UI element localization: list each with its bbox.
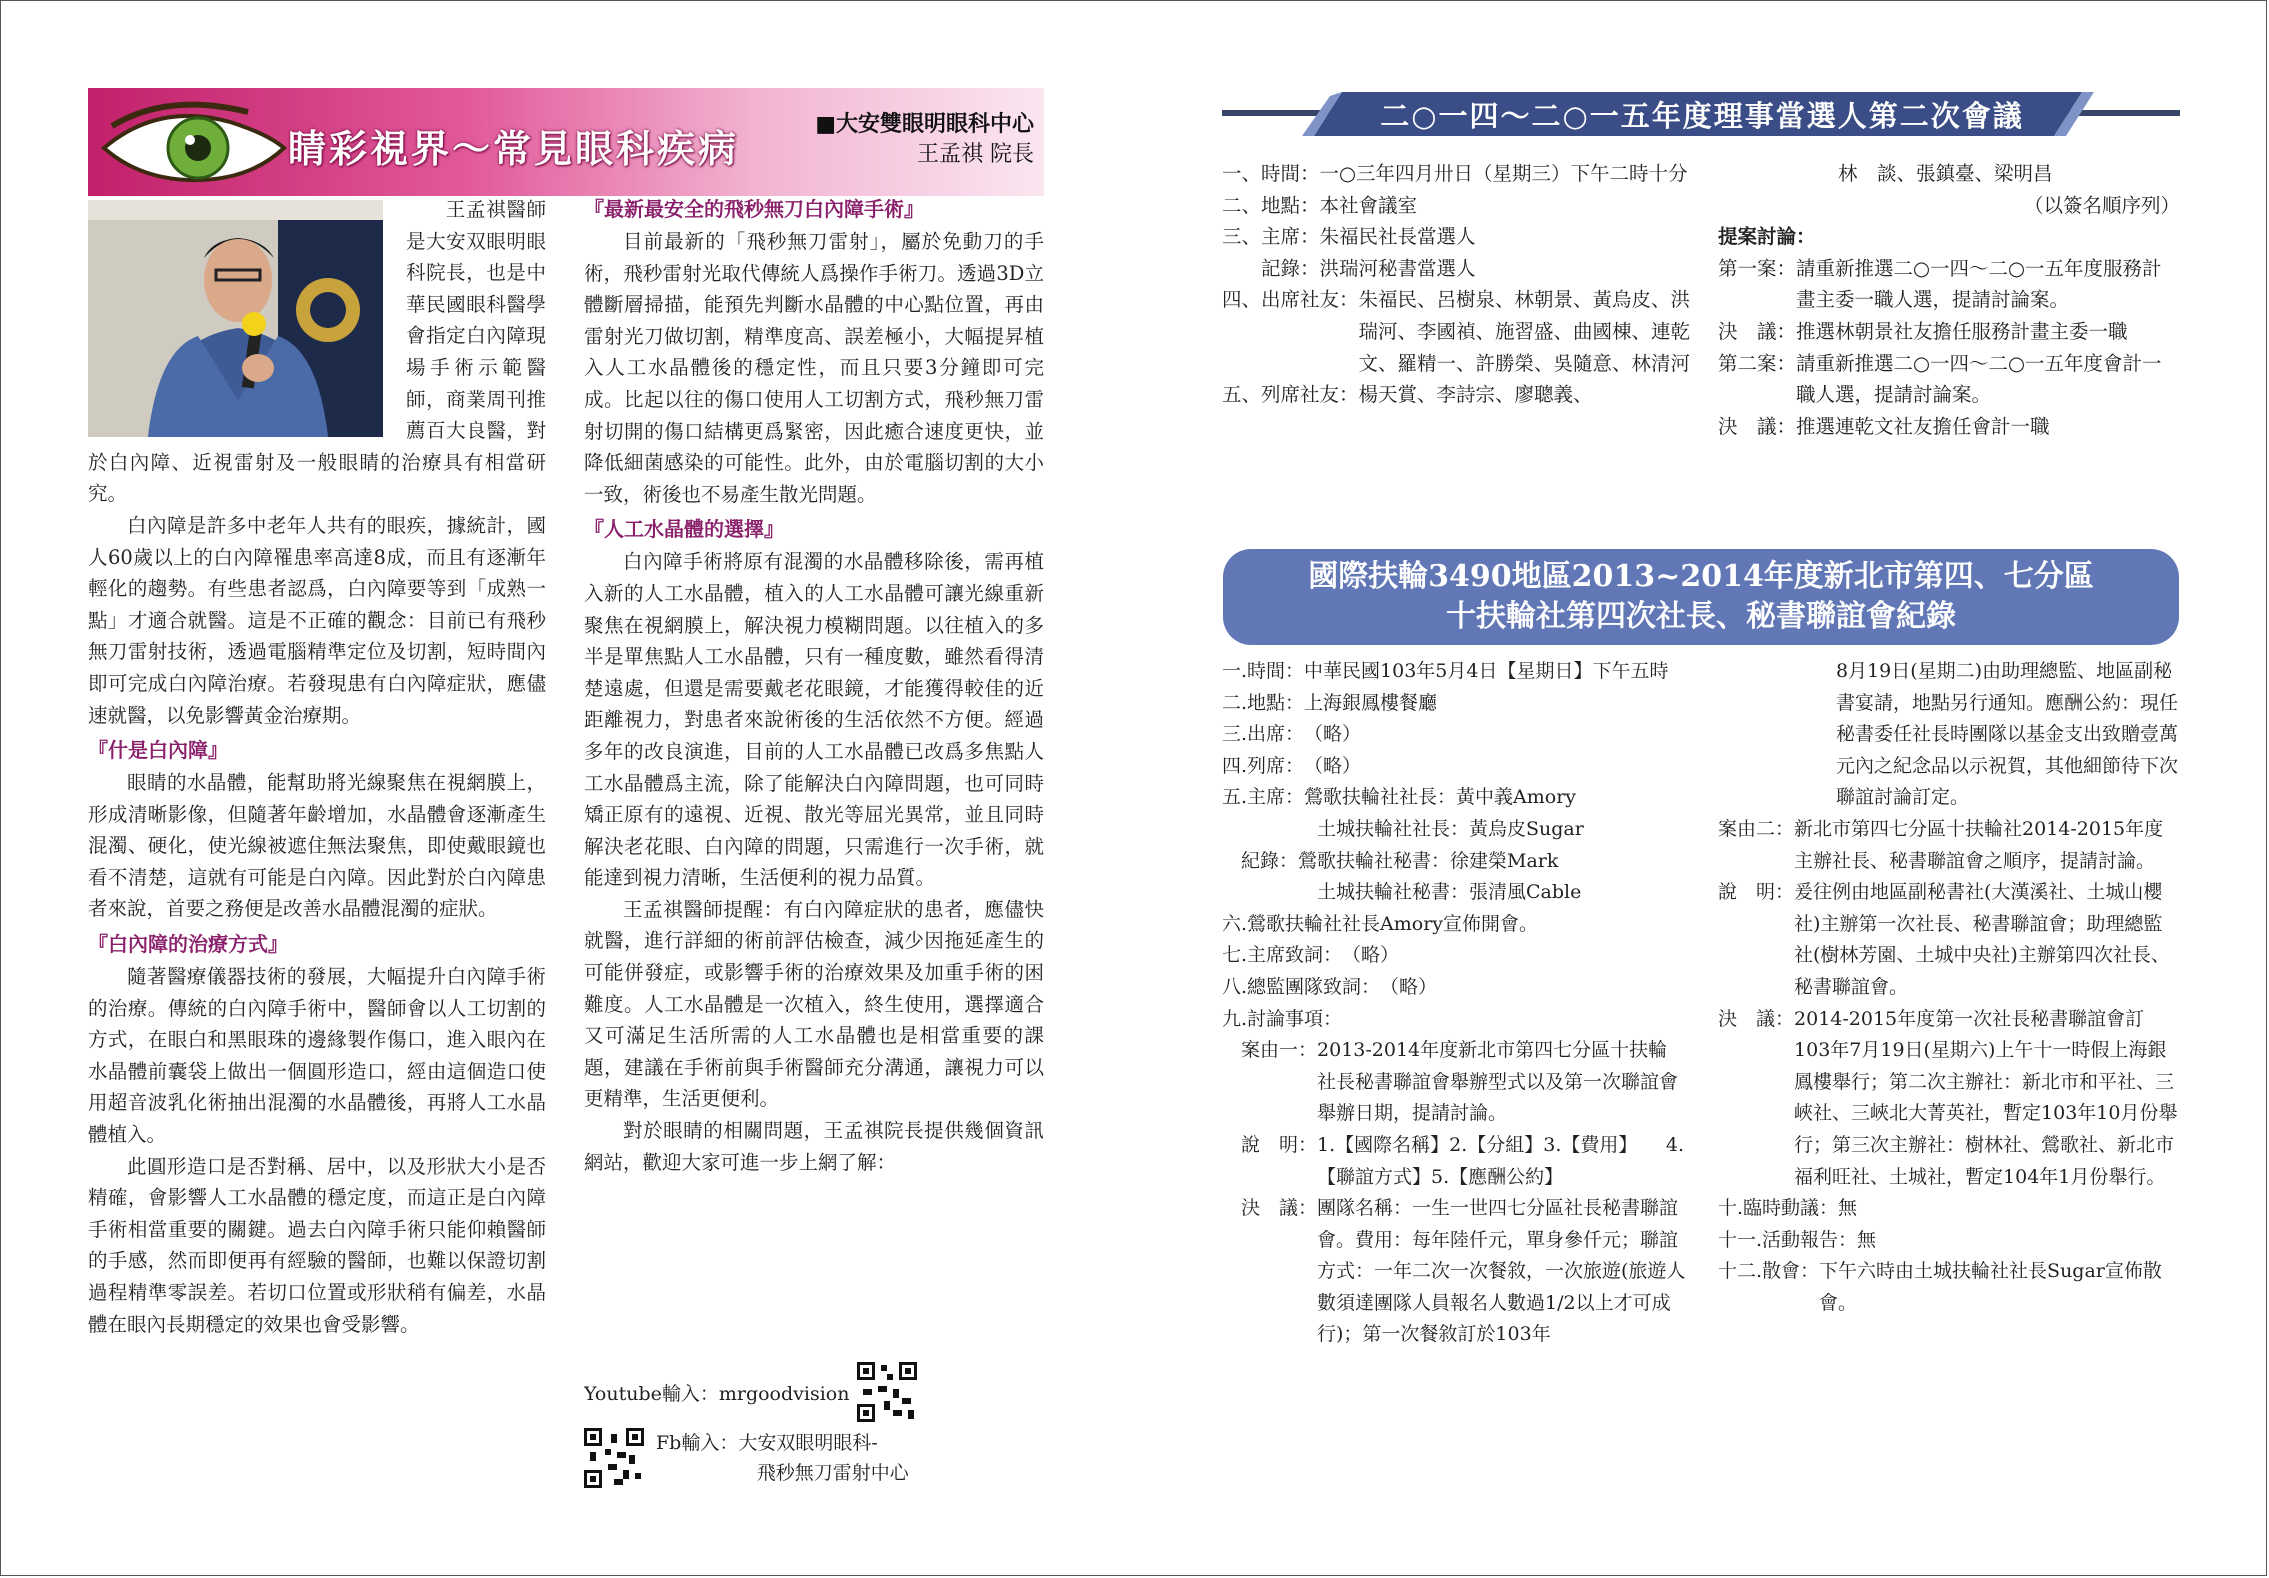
item-label: 五.主席： [1222,786,1305,809]
item-value: 下午六時由土城扶輪社社長Sugar宣佈散會。 [1819,1260,2162,1314]
qr-code-icon [584,1428,644,1488]
meeting-column-2 [1718,158,2180,528]
item-label: 紀錄： [1222,849,1299,872]
source-clinic: ■大安雙眼明眼科中心 [815,112,1034,137]
item-value: 朱福民社長當選人 [1319,225,1476,249]
item-value: 土城扶輪社秘書：張清風Cable [1317,881,1582,904]
list-item [1222,782,1686,814]
intro-paragraph: 王孟祺醫師是大安双眼明眼科院長，也是中華民國眼科醫學會指定白內障現場手術示範醫師，商業周刊推薦百大良醫，對於白內障、近視雷射及一般眼睛的治療具有相當研究。 [88,198,546,506]
item-value: （略） [1304,754,1362,777]
list-item [1222,1004,1686,1036]
paragraph: 此圓形造口是否對稱、居中，以及形狀大小是否精確，會影響人工水晶體的穩定度，而這正是白內障手術相當重要的關鍵。過去白內障手術只能仰賴醫師的手感，然而即便再有經驗的醫師，也難以保證切割過程精準零誤差。若切口位置或形狀稍有偏差，水晶體在眼內長期穩定的效果也會受影響。 [88,1154,546,1336]
list-item [1222,972,1686,1004]
item-value: 洪瑞河秘書當選人 [1319,256,1476,280]
item-value: （略） [1380,975,1438,998]
item-value: 推選林朝景社友擔任服務計畫主委一職 [1796,319,2128,343]
list-item [1222,1193,1686,1351]
list-item [1718,1004,2180,1194]
item-value: 鶯歌扶輪社社長：黃中義Amory [1304,786,1577,809]
list-item [1222,877,1686,909]
paragraph: 白內障是許多中老年人共有的眼疾，據統計，國人60歲以上的白內障罹患率高達8成，而且有逐漸年輕化的趨勢。有些患者認爲，白內障要等到「成熟一點」才適合就醫。這是不正確的觀念：目前已有飛秒無刀雷射技術，透過電腦精準定位及切割，短時間內即可完成白內障治療。若發現患有白內障症狀，應儘速就醫，以免影響黃金治療期。 [88,513,546,727]
item-value: 鶯歌扶輪社秘書：徐建榮Mark [1298,849,1559,872]
source-author: 王孟祺 院長 [917,142,1034,167]
item-value: 無 [1857,1228,1877,1251]
item-label: 二、地點： [1222,193,1320,217]
item-label: 第一案： [1718,256,1797,280]
proposal-list [1718,253,2180,443]
meeting-header [1222,90,2180,140]
item-label: 一、時間： [1222,162,1320,185]
facebook-label: Fb輸入：大安双眼明眼科- 飛秒無刀雷射中心 [656,1432,909,1484]
list-item [1718,1193,2180,1225]
list-item [1718,253,2180,316]
item-label: 案由一： [1222,1039,1318,1062]
item-label: 七.主席致詞： [1222,944,1343,967]
item-value: 楊天賞、李詩宗、廖聰義、 [1358,383,1593,407]
section-heading: 『最新最安全的飛秒無刀白內障手術』 [584,197,924,221]
paragraph: 對於眼睛的相關問題，王孟祺院長提供幾個資訊網站，歡迎大家可進一步上網了解： [584,1119,1044,1174]
list-item [1718,877,2180,1003]
list-item [1718,348,2180,411]
minutes-column-1 [1222,656,1686,1506]
list-item [1222,814,1686,846]
list-item [1718,411,2180,443]
banner-title: 睛彩視界～常見眼科疾病 [288,127,740,171]
item-label: 決 議： [1718,319,1797,343]
list-item [1222,719,1686,751]
item-label: 四、出席社友： [1222,288,1359,312]
item-label: 決 議： [1718,414,1797,438]
item-value: 土城扶輪社社長：黃烏皮Sugar [1317,817,1584,840]
minutes-list [1718,814,2180,1320]
item-label: 八.總監團隊致詞： [1222,975,1381,998]
item-label: 九.討論事項： [1222,1007,1343,1030]
item-value: （略） [1342,944,1400,967]
item-value: 推選連乾文社友擔任會計一職 [1796,414,2050,438]
decision-continuation: 8月19日(星期二)由助理總監、地區副秘書宴請，地點另行通知。應酬公約：現任秘書委任社長時團隊以基金支出致贈壹萬元內之紀念品以示祝賀，其他細節待下次聯誼討論訂定。 [1836,660,2179,809]
item-value: 新北市第四七分區十扶輪社2014-2015年度主辦社長、秘書聯誼會之順序，提請討論。 [1794,817,2164,872]
qr-code-icon [857,1362,917,1422]
links-block [584,1360,1044,1500]
item-label: 十一.活動報告： [1718,1228,1858,1251]
item-value: 本社會議室 [1319,193,1418,217]
minutes-column-2 [1718,656,2180,1506]
list-item [1222,379,1692,411]
paragraph: 眼睛的水晶體，能幫助將光線聚焦在視網膜上，形成清晰影像，但隨著年齡增加，水晶體會逐漸產生混濁、硬化，使光線被遮住無法聚焦，即使戴眼鏡也看不清楚，這就有可能是白內障。因此對於白內障患者來說，首要之務便是改善水晶體混濁的症狀。 [88,771,546,921]
section-heading: 『人工水晶體的選擇』 [584,517,784,542]
item-value: 朱福民、呂樹泉、林朝景、黃烏皮、洪瑞河、李國禎、施習盛、曲國棟、連乾文、羅精一、許勝榮、吳隨意、林清河 [1358,288,1691,375]
list-item [1222,846,1686,878]
article-column-2 [584,194,1044,1394]
youtube-label: Youtube輸入：mrgoodvision [584,1382,850,1405]
article-banner [88,88,1044,196]
item-label: 三、主席： [1222,225,1320,249]
facebook-link-row [584,1428,1044,1488]
youtube-link-row [584,1360,1044,1424]
item-label [1222,877,1317,909]
rotary-title-line2: 十扶輪社第四次社長、秘書聯誼會紀錄 [1446,599,1956,634]
item-label: 說 明： [1222,1133,1318,1156]
item-value [1342,1004,1686,1036]
section-heading: 『白內障的治療方式』 [88,932,288,957]
list-item [1718,316,2180,348]
item-value: 爰往例由地區副秘書社(大漢溪社、土城山櫻社)主辦第一次社長、秘書聯誼會；助理總監社(樹林芳園、土城中央社)主辦第四次社長、秘書聯誼會。 [1794,881,2170,998]
list-item [1718,814,2180,877]
item-label: 記錄： [1222,256,1320,280]
item-label: 二.地點： [1222,691,1305,714]
item-label: 決 議： [1222,1197,1318,1220]
list-item [1222,1130,1686,1193]
list-item [1222,656,1686,688]
item-value: 2014-2015年度第一次社長秘書聯誼會訂103年7月19日(星期六)上午十一時假上海銀鳳樓舉行；第二次主辦社：新北市和平社、三峽社、三峽北大菁英社，暫定103年10月份舉行；第三次主辦社：樹林社、鶯歌社、新北市福利旺社、土城社，暫定104年1月份舉行。 [1794,1007,2178,1188]
list-item [1222,940,1686,972]
article-source [815,110,1034,170]
discussion-title: 提案討論： [1718,225,1816,249]
list-item [1222,751,1686,783]
list-item [1718,1256,2180,1319]
item-value: （略） [1304,723,1362,746]
list-item [1222,688,1686,720]
article-column-1 [88,194,546,1500]
item-label: 五、列席社友： [1222,383,1359,407]
eye-icon [98,96,288,188]
list-item [1222,190,1692,222]
item-value: 無 [1838,1197,1858,1220]
item-label: 十.臨時動議： [1718,1197,1839,1220]
item-label [1222,814,1317,846]
rotary-title-line1: 國際扶輪3490地區2013~2014年度新北市第四、七分區 [1308,559,2094,594]
section-heading: 『什是白內障』 [88,738,228,763]
rotary-header [1223,549,2179,645]
list-item [1222,909,1686,941]
list-item [1718,1225,2180,1257]
item-label: 十二.散會： [1718,1260,1820,1283]
item-label: 說 明： [1718,881,1795,904]
attendee-order-note: （以簽名順序列） [2023,193,2180,217]
item-label: 三.出席： [1222,723,1305,746]
item-label: 決 議： [1718,1007,1795,1030]
attendee-continuation: 林 談、張鎮臺、梁明昌 [1838,162,2053,185]
item-value: 2013-2014年度新北市第四七分區十扶輪社長秘書聯誼會舉辦型式以及第一次聯誼會舉辦日期，提請討論。 [1317,1039,1679,1125]
item-value: 中華民國103年5月4日【星期日】下午五時 [1304,660,1669,682]
meeting-title: 二○一四～二○一五年度理事當選人第二次會議 [1380,99,2024,133]
item-value: 一○三年四月卅日（星期三）下午二時十分 [1319,162,1688,185]
meeting-column-1 [1222,158,1692,528]
item-value: 請重新推選二○一四～二○一五年度會計一職人選，提請討論案。 [1796,351,2162,407]
list-item [1222,221,1692,253]
paragraph: 隨著醫療儀器技術的發展，大幅提升白內障手術的治療。傳統的白內障手術中，醫師會以人工切割的方式，在眼白和黑眼珠的邊緣製作傷口，進入眼內在水晶體前囊袋上做出一個圓形造口，經由這個造口使用超音波乳化術抽出混濁的水晶體後，再將人工水晶體植入。 [88,965,546,1147]
item-value: 鶯歌扶輪社社長Amory宣佈開會。 [1247,912,1539,935]
list-item [1222,158,1692,190]
item-value: 請重新推選二○一四～二○一五年度服務計畫主委一職人選，提請討論案。 [1796,256,2162,312]
item-label: 六. [1222,912,1248,935]
item-value: 上海銀鳳樓餐廳 [1304,691,1438,714]
paragraph: 目前最新的「飛秒無刀雷射」，屬於免動刀的手術，飛秒雷射光取代傳統人爲操作手術刀。透過3D立體斷層掃描，能預先判斷水晶體的中心點位置，再由雷射光刀做切割，精準度高、誤差極小，大幅提昇植入人工水晶體後的穩定性，而且只要3分鐘即可完成。比起以往的傷口使用人工切割方式，飛秒無刀雷射切開的傷口結構更爲緊密，因此癒合速度更快，並降低細菌感染的可能性。此外，由於電腦切割的大小一致，術後也不易產生散光問題。 [584,230,1044,506]
item-value: 1.【國際名稱】2.【分組】3.【費用】 4.【聯誼方式】5.【應酬公約】 [1317,1133,1685,1188]
photo-spacer [88,194,406,434]
list-item [1222,253,1692,285]
item-label: 四.列席： [1222,754,1305,777]
paragraph: 王孟祺醫師提醒：有白內障症狀的患者，應儘快就醫，進行詳細的術前評估檢查，減少因拖延產生的可能併發症，或影響手術的治療效果及加重手術的困難度。人工水晶體是一次植入，終生使用，選擇適合又可滿足生活所需的人工水晶體也是相當重要的課題，建議在手術前與手術醫師充分溝通，讓視力可以更精準，生活更便利。 [584,897,1044,1111]
list-item [1222,1035,1686,1130]
item-label: 案由二： [1718,817,1795,840]
item-label: 一.時間： [1222,660,1305,682]
list-item [1222,284,1692,379]
item-label: 第二案： [1718,351,1797,375]
item-value: 團隊名稱：一生一世四七分區社長秘書聯誼會。費用：每年陸仟元，單身參仟元；聯誼方式：一年二次一次餐敘，一次旅遊(旅遊人數須達團隊人員報名人數過1/2以上才可成行)；第一次餐敘訂於103年 [1317,1197,1686,1346]
paragraph: 白內障手術將原有混濁的水晶體移除後，需再植入新的人工水晶體，植入的人工水晶體可讓光線重新聚焦在視網膜上，解決視力模糊問題。以往植入的多半是單焦點人工水晶體，只有一種度數，雖然看得清楚遠處，但還是需要戴老花眼鏡，才能獲得較佳的近距離視力，對患者來說術後的生活依然不方便。經過多年的改良演進，目前的人工水晶體已改爲多焦點人工水晶體爲主流，除了能解決白內障問題，也可同時矯正原有的遠視、近視、散光等屈光異常，並且同時解決老花眼、白內障的問題，只需進行一次手術，就能達到視力清晰，生活便利的視力品質。 [584,550,1044,890]
